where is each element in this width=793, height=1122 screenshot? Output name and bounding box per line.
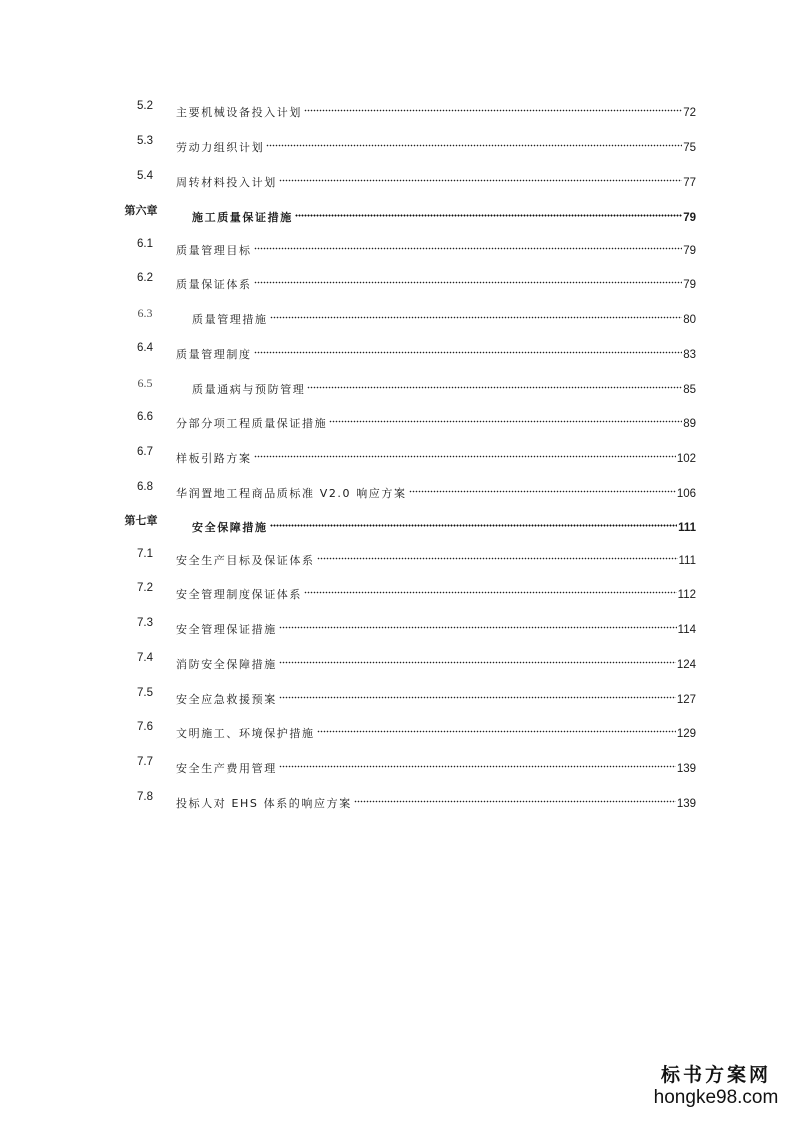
leader-dots (270, 511, 677, 531)
toc-entry-number: 7.2 (137, 582, 153, 594)
toc-entry-number: 6.7 (137, 446, 153, 458)
toc-entry-page: 112 (677, 589, 696, 601)
toc-entry-page: 114 (677, 624, 696, 636)
toc-entry-title: 消防安全保障措施 (176, 658, 277, 671)
toc-chapter-number: 第七章 (124, 514, 158, 527)
leader-dots (317, 717, 676, 737)
toc-entry-page: 106 (676, 488, 696, 500)
toc-entry[interactable] (0, 544, 793, 567)
toc-entry-title: 样板引路方案 (176, 452, 252, 465)
toc-entry-page: 79 (683, 212, 696, 224)
toc-entry-page: 102 (676, 453, 696, 465)
toc-entry-title: 质量管理制度 (176, 348, 252, 361)
leader-dots (307, 373, 682, 393)
watermark-logo (646, 1063, 786, 1109)
leader-dots (409, 477, 676, 497)
toc-entry-page: 111 (678, 522, 696, 534)
toc-entry-title: 安全管理保证措施 (176, 623, 277, 636)
toc-entry-number: 6.4 (137, 342, 153, 354)
toc-entry[interactable] (0, 373, 793, 396)
leader-dots (279, 752, 676, 772)
toc-entry[interactable] (0, 268, 793, 291)
toc-entry-page: 77 (683, 177, 696, 189)
toc-entry-number: 6.6 (137, 411, 153, 423)
leader-dots (270, 303, 683, 323)
leader-dots (295, 201, 682, 221)
toc-entry-number: 5.3 (137, 135, 153, 147)
toc-entry-title: 质量管理目标 (176, 244, 252, 257)
toc-entry-page: 79 (683, 279, 696, 291)
leader-dots (354, 787, 676, 807)
toc-entry-page: 80 (683, 314, 696, 326)
toc-entry-number: 7.1 (137, 548, 153, 560)
toc-entry-number: 7.4 (137, 652, 153, 664)
toc-entry-page: 72 (683, 107, 696, 119)
toc-entry-number: 6.5 (137, 376, 153, 390)
toc-entry-page: 83 (683, 349, 696, 361)
toc-entry-number: 7.8 (137, 791, 153, 803)
toc-entry[interactable] (0, 442, 793, 465)
toc-entry-page: 127 (676, 694, 696, 706)
toc-entry-number: 5.4 (137, 170, 153, 182)
watermark-domain-text: hongke98.com (653, 1087, 779, 1108)
toc-entry[interactable] (0, 787, 793, 810)
toc-entry[interactable] (0, 648, 793, 671)
watermark-chinese-text: 标书方案网 (660, 1064, 771, 1086)
toc-entry-number: 7.5 (137, 687, 153, 699)
toc-entry-title: 质量管理措施 (192, 313, 268, 326)
toc-entry-title: 安全生产费用管理 (176, 762, 277, 775)
toc-entry[interactable] (0, 166, 793, 189)
toc-entry[interactable] (0, 613, 793, 636)
toc-entry[interactable] (0, 234, 793, 257)
leader-dots (254, 268, 683, 288)
toc-entry-title: 安全应急救援预案 (176, 693, 277, 706)
toc-entry-title: 周转材料投入计划 (176, 176, 277, 189)
toc-chapter-title: 施工质量保证措施 (192, 211, 293, 224)
toc-entry-page: 79 (683, 245, 696, 257)
toc-entry-title: 质量通病与预防管理 (192, 383, 306, 396)
toc-entry-title: 劳动力组织计划 (176, 141, 265, 154)
toc-entry-title: 华润置地工程商品质标准 V2.0 响应方案 (176, 487, 407, 500)
leader-dots (254, 442, 676, 462)
toc-entry-page: 85 (683, 384, 696, 396)
toc-chapter-entry[interactable] (0, 201, 793, 224)
toc-entry[interactable] (0, 683, 793, 706)
toc-entry-page: 75 (683, 142, 696, 154)
toc-chapter-title: 安全保障措施 (192, 521, 268, 534)
toc-entry-number: 5.2 (137, 100, 153, 112)
toc-entry[interactable] (0, 303, 793, 326)
toc-entry[interactable] (0, 407, 793, 430)
toc-entry[interactable] (0, 131, 793, 154)
toc-entry-page: 139 (676, 798, 696, 810)
toc-entry-number: 6.3 (137, 306, 153, 320)
toc-entry-title: 质量保证体系 (176, 278, 252, 291)
toc-entry-title: 文明施工、环境保护措施 (176, 727, 315, 740)
leader-dots (304, 96, 682, 116)
toc-chapter-number: 第六章 (124, 204, 158, 217)
leader-dots (279, 683, 676, 703)
leader-dots (329, 407, 682, 427)
toc-entry-page: 111 (678, 555, 696, 567)
toc-entry-title: 安全管理制度保证体系 (176, 588, 302, 601)
toc-entry-number: 6.8 (137, 481, 153, 493)
toc-entry[interactable] (0, 338, 793, 361)
toc-entry[interactable] (0, 752, 793, 775)
leader-dots (317, 544, 678, 564)
leader-dots (279, 613, 677, 633)
leader-dots (304, 578, 677, 598)
leader-dots (266, 131, 682, 151)
toc-entry-number: 6.2 (137, 272, 153, 284)
toc-entry-number: 7.7 (137, 756, 153, 768)
toc-entry-title: 安全生产目标及保证体系 (176, 554, 315, 567)
toc-entry-title: 分部分项工程质量保证措施 (176, 417, 328, 430)
toc-entry-number: 7.3 (137, 617, 153, 629)
toc-entry[interactable] (0, 96, 793, 119)
leader-dots (279, 648, 676, 668)
toc-entry-page: 139 (676, 763, 696, 775)
toc-entry-title: 主要机械设备投入计划 (176, 106, 302, 119)
toc-entry-number: 6.1 (137, 238, 153, 250)
toc-entry-title: 投标人对 EHS 体系的响应方案 (176, 797, 352, 810)
leader-dots (254, 338, 683, 358)
toc-entry[interactable] (0, 717, 793, 740)
toc-entry-page: 124 (676, 659, 696, 671)
toc-entry[interactable] (0, 578, 793, 601)
leader-dots (254, 234, 683, 254)
toc-chapter-entry[interactable] (0, 511, 793, 534)
toc-entry-page: 129 (676, 728, 696, 740)
leader-dots (279, 166, 682, 186)
toc-entry[interactable] (0, 477, 793, 500)
toc-entry-page: 89 (683, 418, 696, 430)
toc-entry-number: 7.6 (137, 721, 153, 733)
